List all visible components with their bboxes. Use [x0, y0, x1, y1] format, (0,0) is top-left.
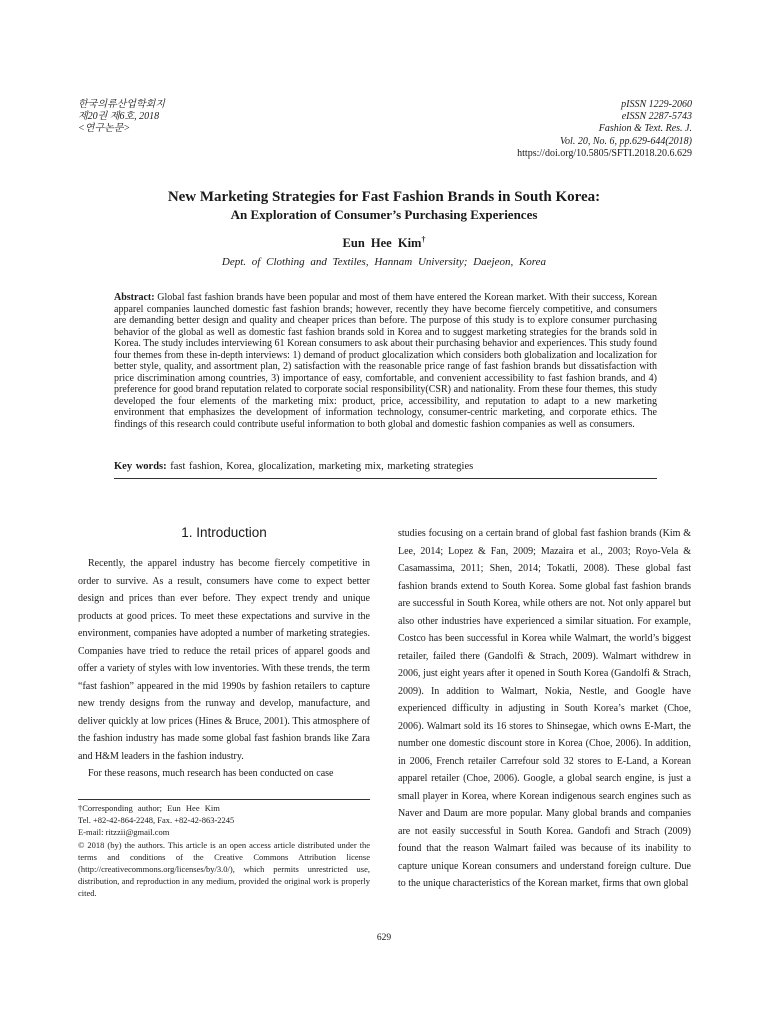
- page-number: 629: [376, 933, 392, 943]
- eissn: eISSN 2287-5743: [621, 111, 692, 123]
- journal-abbrev: Fashion & Text. Res. J.: [598, 123, 692, 135]
- paper-title: New Marketing Strategies for Fast Fashion Brands in South Korea:: [167, 189, 601, 205]
- author-line: [0, 235, 768, 251]
- affiliation: Dept. of Clothing and Textiles, Hannam University; Daejeon, Korea: [221, 256, 547, 268]
- journal-header-korean: [78, 99, 165, 136]
- footnote: [78, 802, 370, 900]
- abstract-text: Global fast fashion brands have been popular and most of them have entered the Korean market. With their success, Korean apparel companies launched domestic fast fashion brands; however, recently they have become fiercely competitive, and consumers are demanding better design and quality and cheaper prices than before. The purpose of this study is to explore consumer purchasing behavior of the global as well as domestic fast fashion brands sold in Korea and to suggest marketing strategies for the brands sold in Korea. The study includes interviewing 61 Korean consumers to ask about their purchasing behavior and experiences. This study found four themes from these in-depth interviews: 1) demand of product glocalization which considers both globalization and localization for better style, quality, and assortment plan, 2) satisfaction with the reasonable price range of fast fashion brands but dissatisfaction with price discrimination among countries, 3) importance of easy, comfortable, and convenient accessibility to fast fashion brands, and 4) preference for good brand reputation related to corporate social responsibility(CSR) and nationality. From these four themes, this study developed the four elements of the marketing mix: product, price, accessibility, and reputation to adapt to a new marketing environment that emphasizes the development of information technology, consumer-centric marketing, and corporate ethics. The findings of this research could contribute useful information to both global and domestic fashion companies as well as consumers.: [114, 292, 657, 430]
- corresponding-author: †Corresponding author; Eun Hee Kim: [78, 803, 220, 813]
- section-heading-introduction: 1. Introduction: [181, 525, 267, 540]
- author-name: Eun Hee Kim: [342, 236, 422, 251]
- corresponding-mark: †: [421, 235, 426, 244]
- journal-header-issn: [517, 99, 692, 160]
- keywords-text: fast fashion, Korea, glocalization, marketing mix, marketing strategies: [170, 461, 474, 472]
- abstract: [114, 292, 657, 430]
- license-notice: © 2018 (by) the authors. This article is an open access article distributed under the terms and conditions of the Creative Commons Attribution license (http://creativecommons.org/licenses/by/3.0/), which permits unrestricted use, distribution, and reproduction in any medium, provided the original work is properly cited.: [78, 839, 370, 899]
- keywords: [114, 461, 657, 473]
- article-type-korean: <연구논문>: [78, 123, 131, 135]
- intro-paragraph-2: For these reasons, much research has been conducted on case: [88, 768, 334, 779]
- contact-email[interactable]: E-mail: ritzzii@gmail.com: [78, 827, 170, 838]
- doi-link[interactable]: https://doi.org/10.5805/SFTI.2018.20.6.629: [517, 147, 692, 159]
- journal-name-korean: 한국의류산업학회지: [78, 99, 165, 110]
- abstract-divider: [114, 478, 657, 479]
- keywords-label: Key words:: [114, 461, 167, 472]
- intro-paragraph-continued: studies focusing on a certain brand of global fast fashion brands (Kim & Lee, 2014; Lopez & Fan, 2009; Mazaira et al., 2003; Royo-Vela & Casamassima, 2011; Shen, 2014; Tokatli, 2008). These global fast fashion brands extend to South Korea. Some global fast fashion brands are successful in South Korea, while others are not. Not only apparel but also other industries have experienced a similar situation. For example, Costco has been successful in Korea while Walmart, the world’s biggest retailer, failed there (Gandolfi & Strach, 2009). Walmart withdrew in 2006, just eight years after it opened in South Korea (Gandolfi & Strach, 2009). In addition to Walmart, Nokia, Nestle, and Google have experienced difficulty in adjusting in South Korea’s market (Choe, 2006). Walmart sold its 16 stores to Shinsegae, which owns E-Mart, the number one domestic discount store in Korea (Choe, 2006). In addition, in 2006, French retailer Carrefour sold 32 stores to E-Land, a Korean apparel retailer (Choe, 2006). Google, a global search engine, is just a small player in Korea, where Korean indigenous search engines such as Naver and Daum are more popular. Many global brands and companies are not easily successful in South Korea. Gandofi and Strach (2009) found that the reason Walmart failed was because of its inability to capture unique Korean consumers and understand foreign culture. Due to the unique characteristics of the Korean market, firms that own global: [398, 528, 691, 889]
- journal-volume-korean: 제20권 제6호, 2018: [78, 111, 160, 123]
- volume-pages: Vol. 20, No. 6, pp.629-644(2018): [560, 135, 692, 147]
- abstract-label: Abstract:: [114, 292, 155, 303]
- footnote-divider: [78, 799, 370, 800]
- contact-phone-fax: Tel. +82-42-864-2248, Fax. +82-42-863-2245: [78, 815, 235, 826]
- intro-paragraph-1: Recently, the apparel industry has become fiercely competitive in order to survive. As a result, consumers have come to expect better design and prices than ever before. They expect trendy and unique products at good prices. To meet these expectations and survive in the environment, companies have adopted a number of marketing strategies. Companies have tried to reduce the retail prices of apparel goods and offer a variety of styles with low inventories. With these trends, the term “fast fashion” appeared in the mid 1990s by fashion retailers to capture new trendy designs from the runway and develop, manufacture, and deliver quickly at low prices (Hines & Bruce, 2001). This atmosphere of the fashion industry has made some global fast fashion brands like Zara and H&M leaders in the fashion industry.: [78, 558, 370, 762]
- paper-subtitle: An Exploration of Consumer’s Purchasing Experiences: [230, 207, 538, 222]
- left-column: [78, 555, 370, 783]
- pissn: pISSN 1229-2060: [621, 99, 692, 110]
- right-column: [398, 525, 691, 893]
